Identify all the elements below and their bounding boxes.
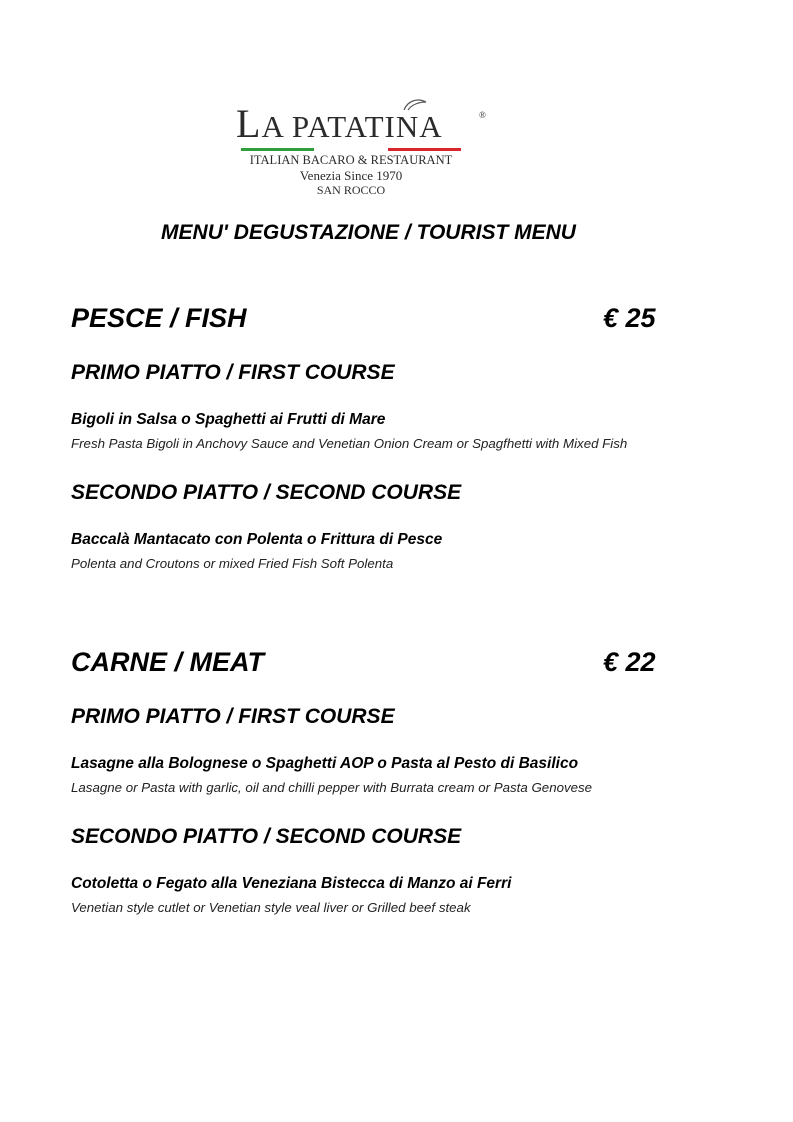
logo-location: SAN ROCCO [316,183,386,197]
meat-second-desc: Venetian style cutlet or Venetian style veal liver or Grilled beef steak [71,900,471,915]
meat-second-dish: Cotoletta o Fegato alla Veneziana Bistecca di Manzo ai Ferri [71,875,512,892]
fish-section-title: PESCE / FISH [71,303,247,333]
fish-first-desc: Fresh Pasta Bigoli in Anchovy Sauce and Venetian Onion Cream or Spagfhetti with Mixed Fish [71,436,628,451]
logo-tagline: ITALIAN BACARO & RESTAURANT [249,153,453,167]
registered-mark: ® [479,110,486,120]
meat-section-title: CARNE / MEAT [71,647,264,677]
meat-first-course-heading: PRIMO PIATTO / FIRST COURSE [71,705,395,728]
fish-price: € 25 [603,303,656,333]
logo-since: Venezia Since 1970 [299,168,403,183]
menu-title: MENU' DEGUSTAZIONE / TOURIST MENU [161,221,576,244]
meat-first-desc: Lasagne or Pasta with garlic, oil and chilli pepper with Burrata cream or Pasta Genovese [71,780,593,795]
leaf-icon [402,98,428,112]
fish-second-course-heading: SECONDO PIATTO / SECOND COURSE [71,481,462,504]
restaurant-logo-name: LA PATATINA [236,101,443,146]
meat-second-course-heading: SECONDO PIATTO / SECOND COURSE [71,825,462,848]
meat-first-dish: Lasagne alla Bolognese o Spaghetti AOP o Pasta al Pesto di Basilico [71,755,579,772]
italian-flag-stripe [241,148,461,151]
fish-second-desc: Polenta and Croutons or mixed Fried Fish Soft Polenta [71,556,394,571]
fish-first-course-heading: PRIMO PIATTO / FIRST COURSE [71,361,395,384]
fish-first-dish: Bigoli in Salsa o Spaghetti ai Frutti di Mare [71,411,386,428]
fish-second-dish: Baccalà Mantacato con Polenta o Frittura di Pesce [71,531,443,548]
meat-price: € 22 [603,647,656,677]
